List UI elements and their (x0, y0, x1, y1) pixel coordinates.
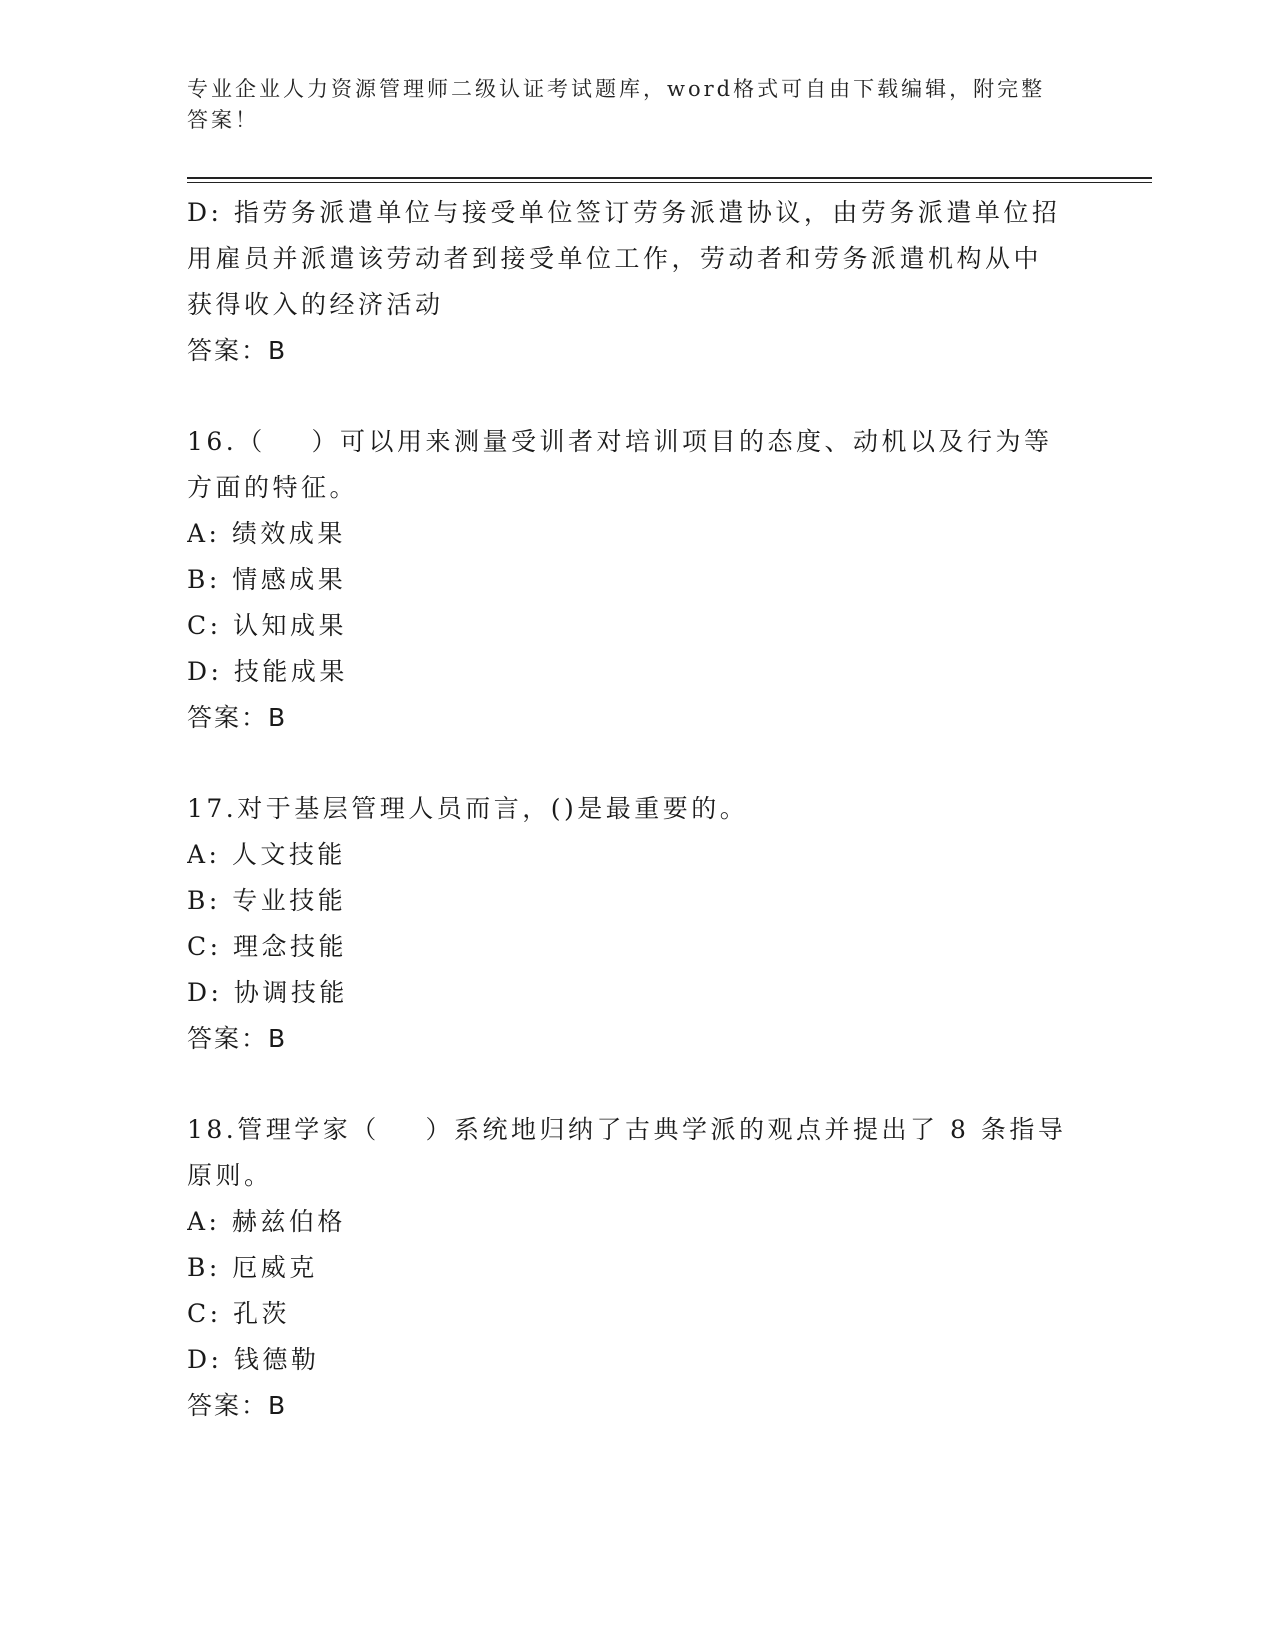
question-stem: 17.对于基层管理人员而言，()是最重要的。 (187, 794, 749, 823)
option-b: B: 专业技能 (187, 886, 347, 915)
option-d-continued: 用雇员并派遣该劳动者到接受单位工作，劳动者和劳务派遣机构从中 (187, 244, 1043, 273)
question-stem: 18.管理学家（ ）系统地归纳了古典学派的观点并提出了 8 条指导 (187, 1115, 1067, 1144)
header-line-2: 答案！ (187, 108, 259, 132)
spacer (187, 374, 1087, 419)
spacer (187, 1062, 1087, 1107)
question-stem: 16.（ ）可以用来测量受训者对培训项目的态度、动机以及行为等 (187, 427, 1053, 456)
option-c: C: 孔茨 (187, 1299, 290, 1328)
document-header (187, 74, 1067, 136)
header-rule-thick (187, 177, 1152, 179)
question-stem-continued: 方面的特征。 (187, 473, 359, 502)
question-18 (187, 1107, 1087, 1429)
option-a: A: 绩效成果 (187, 519, 346, 548)
option-d: D: 协调技能 (187, 978, 348, 1007)
option-d-continued: 获得收入的经济活动 (187, 290, 444, 319)
question-17 (187, 786, 1087, 1062)
answer-line: 答案：B (187, 336, 288, 365)
answer-line: 答案：B (187, 1024, 288, 1053)
answer-line: 答案：B (187, 1391, 288, 1420)
option-a: A: 赫兹伯格 (187, 1207, 346, 1236)
option-b: B: 情感成果 (187, 565, 347, 594)
question-16 (187, 419, 1087, 741)
spacer (187, 741, 1087, 786)
option-d: D: 技能成果 (187, 657, 348, 686)
answer-line: 答案：B (187, 703, 288, 732)
option-d: D: 钱德勒 (187, 1345, 320, 1374)
option-a: A: 人文技能 (187, 840, 346, 869)
question-content (187, 190, 1087, 1429)
header-rule-thin (187, 182, 1152, 183)
option-c: C: 理念技能 (187, 932, 347, 961)
header-line-1: 专业企业人力资源管理师二级认证考试题库，word格式可自由下载编辑，附完整 (187, 77, 1046, 101)
question-stem-continued: 原则。 (187, 1161, 273, 1190)
previous-question-tail (187, 190, 1087, 374)
option-d: D: 指劳务派遣单位与接受单位签订劳务派遣协议，由劳务派遣单位招 (187, 198, 1061, 227)
option-b: B: 厄威克 (187, 1253, 318, 1282)
option-c: C: 认知成果 (187, 611, 347, 640)
